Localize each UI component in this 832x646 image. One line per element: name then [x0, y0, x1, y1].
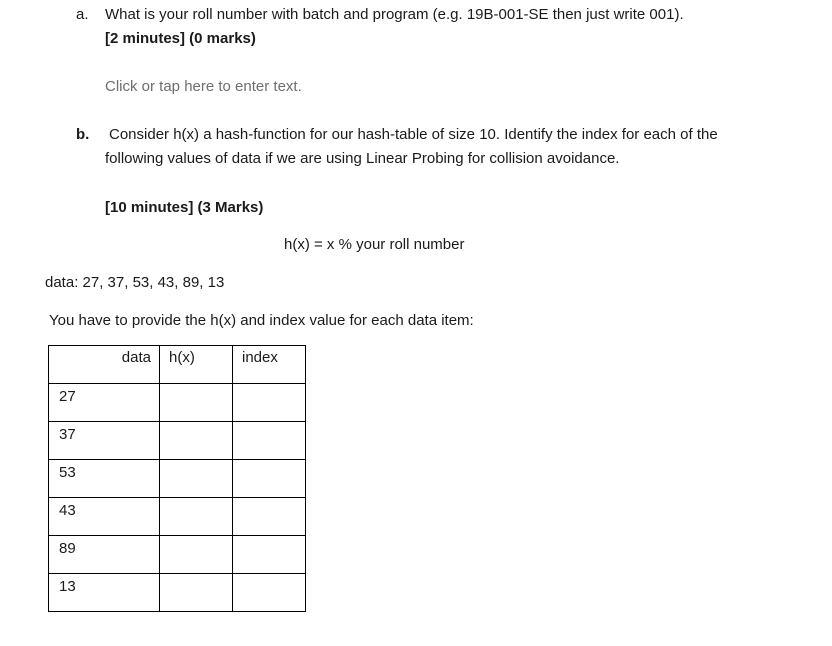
table-row	[49, 384, 306, 422]
data-cell	[49, 460, 160, 498]
header-data-cell	[49, 346, 160, 384]
instruction-text: You have to provide the h(x) and index value for each data item:	[49, 312, 474, 329]
question-b-text-line1: Consider h(x) a hash-function for our hash-table of size 10. Identify the index for each of the	[109, 126, 718, 143]
table-row	[49, 422, 306, 460]
hx-cell[interactable]	[160, 460, 233, 498]
index-cell[interactable]	[233, 384, 306, 422]
header-index-cell	[233, 346, 306, 384]
data-value: 43	[59, 502, 76, 519]
table-row	[49, 574, 306, 612]
question-a-label: a.	[76, 6, 89, 23]
table-header-row	[49, 346, 306, 384]
index-value	[233, 536, 305, 540]
table-row	[49, 460, 306, 498]
index-value	[233, 422, 305, 426]
question-a-time-marks: [2 minutes] (0 marks)	[105, 30, 256, 47]
data-cell	[49, 574, 160, 612]
answer-a-text-field[interactable]: Click or tap here to enter text.	[105, 78, 302, 95]
data-cell	[49, 498, 160, 536]
hx-value	[160, 574, 232, 578]
hx-cell[interactable]	[160, 536, 233, 574]
hx-cell[interactable]	[160, 498, 233, 536]
hx-value	[160, 460, 232, 464]
hx-cell[interactable]	[160, 384, 233, 422]
index-cell[interactable]	[233, 422, 306, 460]
data-cell	[49, 536, 160, 574]
data-cell	[49, 422, 160, 460]
data-values-line: data: 27, 37, 53, 43, 89, 13	[45, 274, 225, 291]
hx-value	[160, 498, 232, 502]
hx-value	[160, 384, 232, 388]
header-hx: h(x)	[169, 349, 195, 366]
question-b-time-marks: [10 minutes] (3 Marks)	[105, 199, 264, 216]
data-value: 37	[59, 426, 76, 443]
table-row	[49, 498, 306, 536]
data-cell	[49, 384, 160, 422]
index-cell[interactable]	[233, 460, 306, 498]
data-value: 89	[59, 540, 76, 557]
question-b-label: b.	[76, 126, 90, 143]
index-value	[233, 384, 305, 388]
header-data: data	[121, 349, 151, 366]
question-b-text-line2: following values of data if we are using Linear Probing for collision avoidance.	[105, 150, 620, 167]
hash-table	[48, 345, 306, 612]
index-value	[233, 460, 305, 464]
data-value: 13	[59, 578, 76, 595]
hx-cell[interactable]	[160, 422, 233, 460]
hx-cell[interactable]	[160, 574, 233, 612]
index-cell[interactable]	[233, 574, 306, 612]
data-value: 53	[59, 464, 76, 481]
header-index: index	[242, 349, 278, 366]
index-cell[interactable]	[233, 498, 306, 536]
hx-value	[160, 536, 232, 540]
data-value: 27	[59, 388, 76, 405]
header-hx-cell	[160, 346, 233, 384]
hx-value	[160, 422, 232, 426]
index-value	[233, 498, 305, 502]
question-a-text: What is your roll number with batch and program (e.g. 19B-001-SE then just write 001).	[105, 6, 684, 23]
hash-formula: h(x) = x % your roll number	[284, 236, 465, 253]
index-value	[233, 574, 305, 578]
table-row	[49, 536, 306, 574]
index-cell[interactable]	[233, 536, 306, 574]
